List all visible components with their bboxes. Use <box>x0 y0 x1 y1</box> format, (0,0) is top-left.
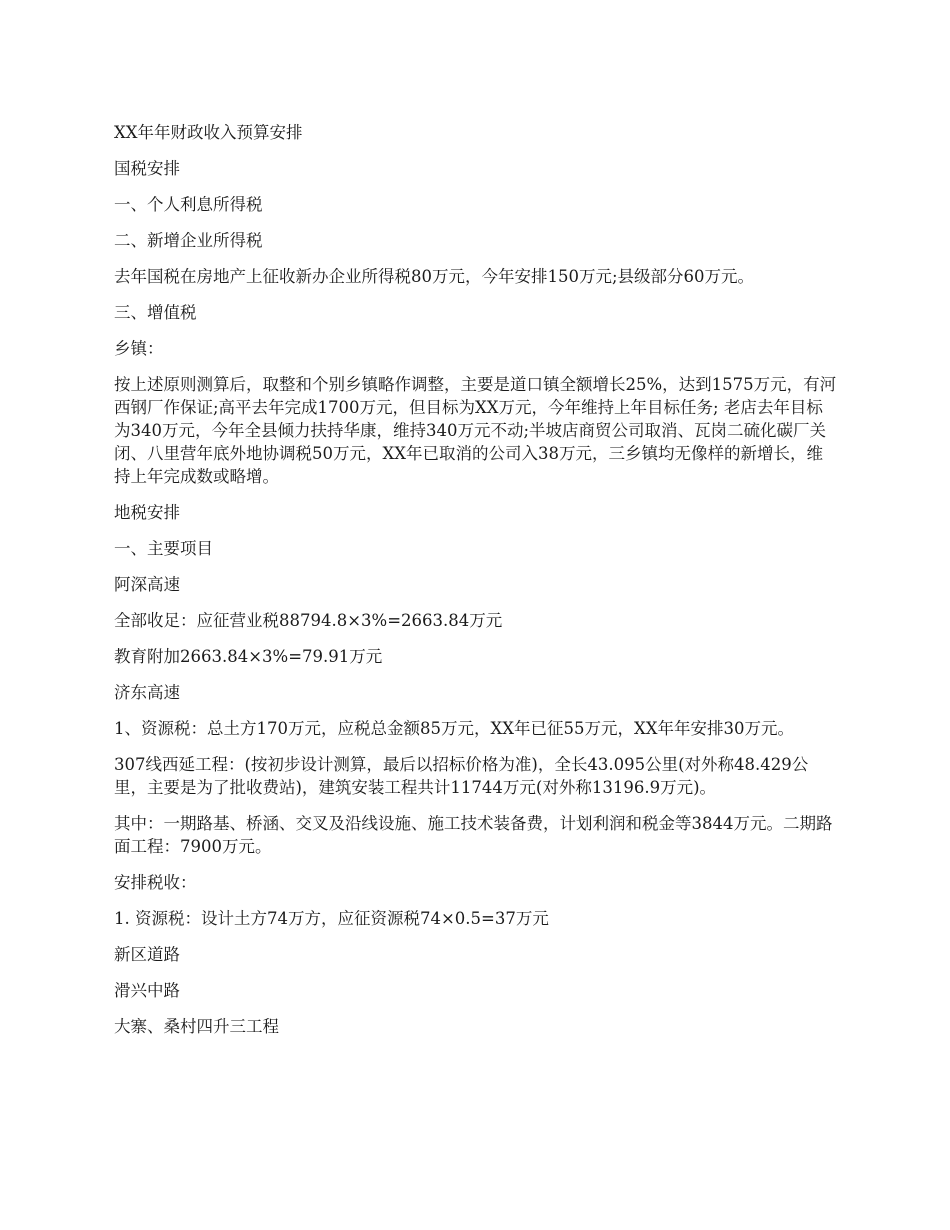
paragraph: 307线西延工程：(按初步设计测算，最后以招标价格为准)，全长43.095公里(对外称48.429公里，主要是为了批收费站)，建筑安装工程共计11744万元(对外称13196.9万元)。 <box>114 755 809 797</box>
paragraph: 去年国税在房地产上征收新办企业所得税80万元，今年安排150万元;县级部分60万元。 <box>114 267 755 286</box>
document-body <box>114 121 838 1051</box>
paragraph: 1、资源税：总土方170万元，应税总金额85万元，XX年已征55万元，XX年年安排30万元。 <box>114 719 794 738</box>
paragraph: 其中：一期路基、桥涵、交叉及沿线设施、施工技术装备费，计划利润和税金等3844万元。二期路面工程：7900万元。 <box>114 814 833 856</box>
paragraph: 三、增值税 <box>114 303 197 322</box>
document-title: XX年年财政收入预算安排 <box>114 123 303 142</box>
paragraph: 滑兴中路 <box>114 981 180 1000</box>
paragraph: 济东高速 <box>114 683 180 702</box>
paragraph: 国税安排 <box>114 159 180 178</box>
paragraph: 大寨、桑村四升三工程 <box>114 1017 279 1036</box>
paragraph: 地税安排 <box>114 503 180 522</box>
paragraph: 教育附加2663.84×3%=79.91万元 <box>114 647 383 666</box>
paragraph: 阿深高速 <box>114 575 180 594</box>
paragraph: 二、新增企业所得税 <box>114 231 263 250</box>
paragraph: 安排税收： <box>114 873 197 892</box>
paragraph: 按上述原则测算后，取整和个别乡镇略作调整，主要是道口镇全额增长25%，达到1575万元，有河西钢厂作保证;高平去年完成1700万元，但目标为XX万元，今年维持上年目标任务; 老店去年目标为340万元，今年全县倾力扶持华康，维持340万元不动;半坡店商贸公司取消、瓦岗二硫化碳厂关闭、八里营年底外地协调税50万元，XX年已取消的公司入38万元，三乡镇均无像样的新增长，维持上年完成数或略增。 <box>114 375 837 486</box>
paragraph: 全部收足：应征营业税88794.8×3%=2663.84万元 <box>114 611 503 630</box>
paragraph: 1. 资源税：设计土方74万方，应征资源税74×0.5=37万元 <box>114 909 549 928</box>
paragraph: 一、主要项目 <box>114 539 213 558</box>
paragraph: 新区道路 <box>114 945 180 964</box>
paragraph: 一、个人利息所得税 <box>114 195 263 214</box>
paragraph: 乡镇： <box>114 339 164 358</box>
